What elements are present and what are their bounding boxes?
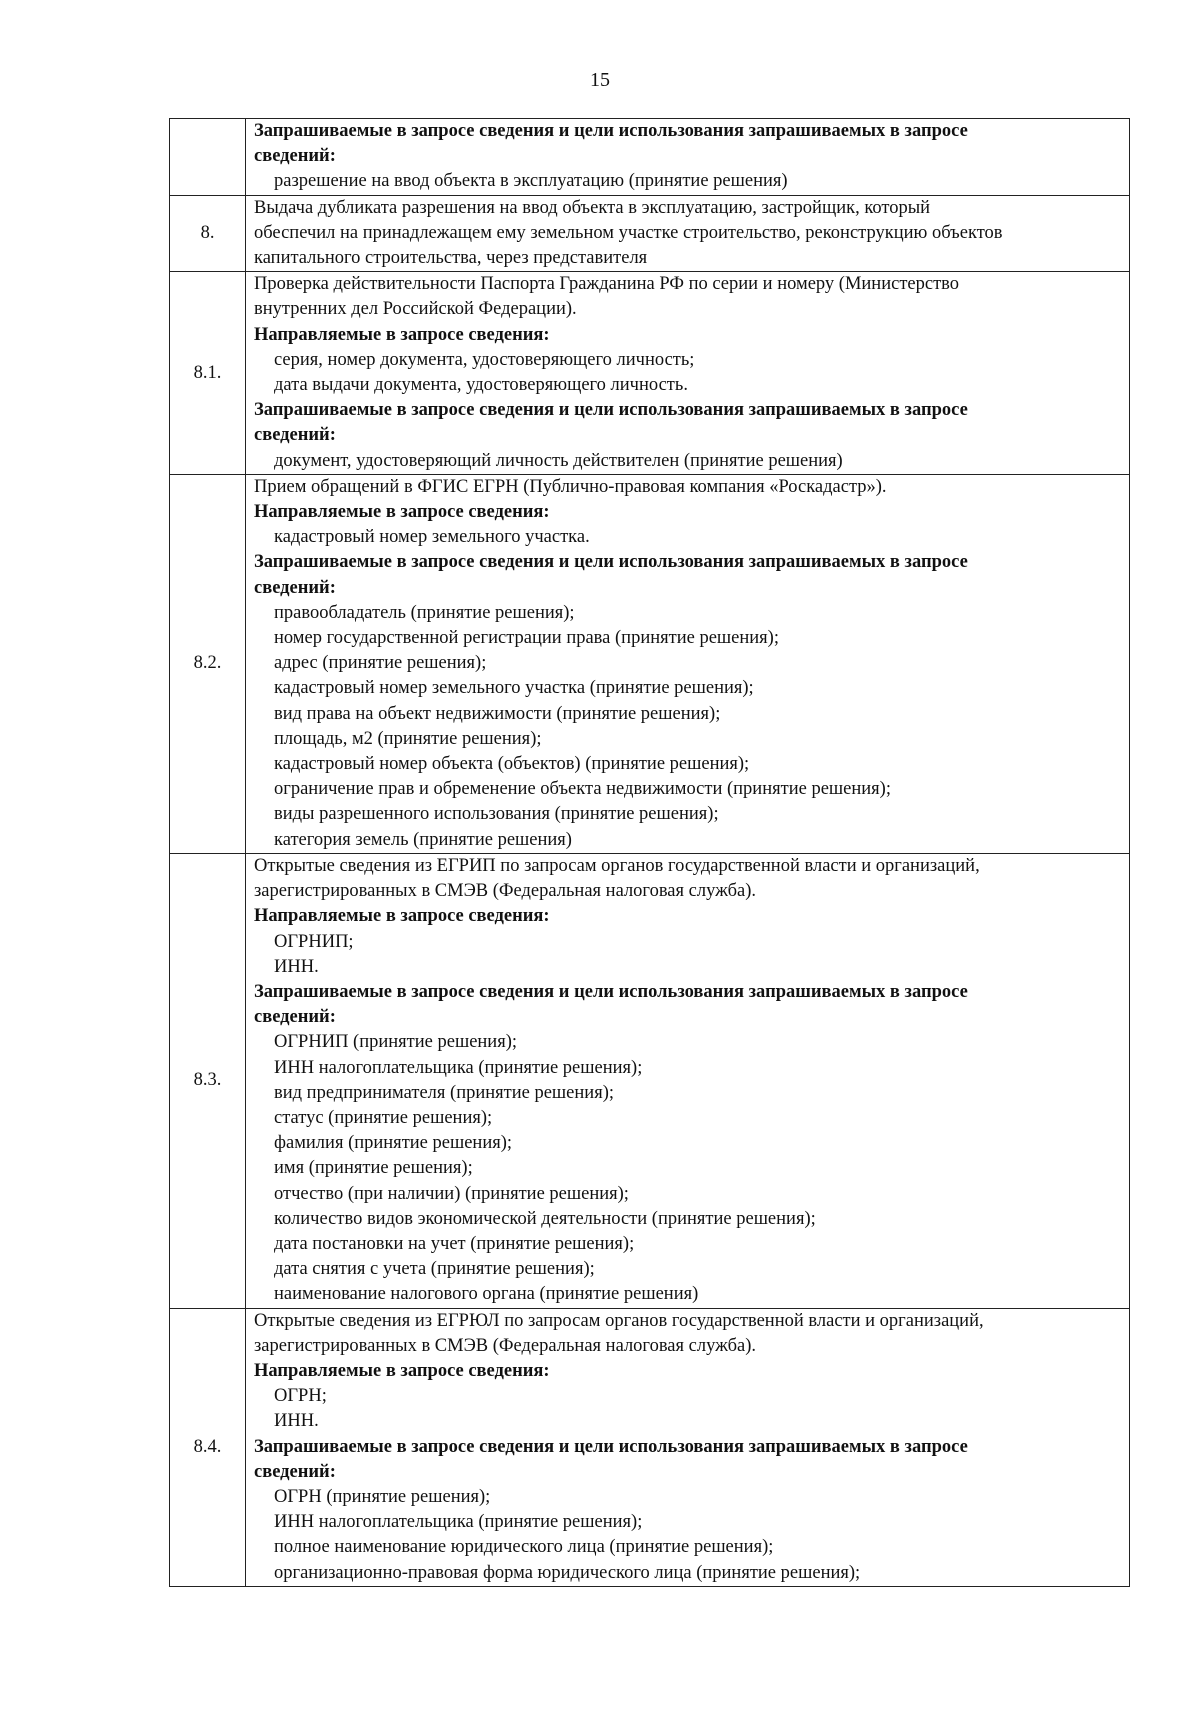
- content-line: обеспечил на принадлежащем ему земельном участке строительство, реконструкцию объектов: [254, 222, 1003, 243]
- content-line: Прием обращений в ФГИС ЕГРН (Публично-правовая компания «Роскадастр»).: [254, 476, 887, 497]
- content-line: площадь, м2 (принятие решения);: [274, 728, 542, 749]
- content-line: ОГРН (принятие решения);: [274, 1486, 491, 1507]
- content-line: ИНН налогоплательщика (принятие решения);: [274, 1512, 643, 1533]
- content-line: ИНН.: [274, 956, 319, 977]
- section-heading-line: сведений:: [254, 1461, 336, 1482]
- content-line: ограничение прав и обременение объекта недвижимости (принятие решения);: [274, 779, 891, 800]
- row-number: 8.1.: [193, 362, 222, 383]
- row-content-cell: [246, 272, 1130, 475]
- row-content-cell: [246, 195, 1130, 272]
- table-row: [170, 195, 1130, 272]
- row-content-cell: [246, 1308, 1130, 1586]
- page-number: 15: [590, 69, 610, 91]
- content-line: ИНН.: [274, 1411, 319, 1432]
- content-line: ОГРНИП;: [274, 931, 354, 952]
- content-line: фамилия (принятие решения);: [274, 1133, 513, 1154]
- table-row: [170, 119, 1130, 196]
- content-line: ОГРН;: [274, 1386, 327, 1407]
- content-line: имя (принятие решения);: [274, 1158, 473, 1179]
- content-line: вид права на объект недвижимости (принятие решения);: [274, 703, 721, 724]
- row-number: 8.3.: [193, 1070, 222, 1091]
- content-line: Открытые сведения из ЕГРЮЛ по запросам органов государственной власти и организаций,: [254, 1310, 984, 1331]
- row-number: 8.4.: [193, 1436, 222, 1457]
- row-number-cell: [170, 272, 246, 475]
- content-line: вид предпринимателя (принятие решения);: [274, 1082, 615, 1103]
- section-heading-line: Запрашиваемые в запросе сведения и цели использования запрашиваемых в запросе: [254, 121, 968, 141]
- section-heading-line: сведений:: [254, 577, 336, 598]
- row-content-cell: [246, 474, 1130, 853]
- content-line: статус (принятие решения);: [274, 1107, 493, 1128]
- content-line: наименование налогового органа (принятие решения): [274, 1284, 699, 1305]
- table-row: [170, 272, 1130, 475]
- section-heading-line: Направляемые в запросе сведения:: [254, 906, 550, 927]
- table-body: [170, 119, 1130, 1587]
- row-content-cell: [246, 853, 1130, 1308]
- content-line: адрес (принятие решения);: [274, 653, 487, 674]
- content-line: ИНН налогоплательщика (принятие решения);: [274, 1057, 643, 1078]
- section-heading-line: Запрашиваемые в запросе сведения и цели использования запрашиваемых в запросе: [254, 552, 968, 573]
- row-content-cell: [246, 119, 1130, 196]
- table-row: [170, 1308, 1130, 1586]
- content-line: капитального строительства, через представителя: [254, 248, 648, 269]
- content-line: Проверка действительности Паспорта Гражданина РФ по серии и номеру (Министерство: [254, 274, 960, 295]
- content-line: зарегистрированных в СМЭВ (Федеральная налоговая служба).: [254, 1335, 757, 1356]
- section-heading-line: Запрашиваемые в запросе сведения и цели использования запрашиваемых в запросе: [254, 1436, 968, 1457]
- content-line: дата выдачи документа, удостоверяющего личность.: [274, 375, 688, 396]
- row-number: 8.: [200, 222, 215, 243]
- section-heading-line: Направляемые в запросе сведения:: [254, 502, 550, 523]
- row-number-cell: [170, 474, 246, 853]
- content-line: категория земель (принятие решения): [274, 829, 572, 850]
- content-line: полное наименование юридического лица (принятие решения);: [274, 1537, 774, 1558]
- content-line: кадастровый номер объекта (объектов) (принятие решения);: [274, 754, 750, 775]
- content-line: дата постановки на учет (принятие решения);: [274, 1233, 635, 1254]
- section-heading-line: сведений:: [254, 425, 336, 446]
- row-number-cell: [170, 1308, 246, 1586]
- content-line: Выдача дубликата разрешения на ввод объекта в эксплуатацию, застройщик, который: [254, 197, 931, 218]
- content-line: разрешение на ввод объекта в эксплуатацию (принятие решения): [274, 171, 788, 192]
- section-heading-line: сведений:: [254, 146, 336, 167]
- content-line: кадастровый номер земельного участка (принятие решения);: [274, 678, 754, 699]
- content-line: Открытые сведения из ЕГРИП по запросам органов государственной власти и организаций,: [254, 855, 980, 876]
- row-number-cell: [170, 119, 246, 196]
- row-number-cell: [170, 853, 246, 1308]
- table-row: [170, 474, 1130, 853]
- content-line: отчество (при наличии) (принятие решения);: [274, 1183, 629, 1204]
- section-heading-line: Запрашиваемые в запросе сведения и цели использования запрашиваемых в запросе: [254, 400, 968, 421]
- section-heading-line: сведений:: [254, 1007, 336, 1028]
- requirements-table: [169, 118, 1130, 1587]
- content-line: дата снятия с учета (принятие решения);: [274, 1259, 595, 1280]
- section-heading-line: Направляемые в запросе сведения:: [254, 1360, 550, 1381]
- content-line: внутренних дел Российской Федерации).: [254, 299, 577, 320]
- section-heading-line: Запрашиваемые в запросе сведения и цели использования запрашиваемых в запросе: [254, 981, 968, 1002]
- row-number: 8.2.: [193, 653, 222, 674]
- content-line: зарегистрированных в СМЭВ (Федеральная налоговая служба).: [254, 881, 757, 902]
- content-line: документ, удостоверяющий личность действителен (принятие решения): [274, 450, 843, 471]
- content-line: кадастровый номер земельного участка.: [274, 527, 590, 548]
- content-line: организационно-правовая форма юридического лица (принятие решения);: [274, 1562, 861, 1583]
- table-row: [170, 853, 1130, 1308]
- section-heading-line: Направляемые в запросе сведения:: [254, 324, 550, 345]
- row-number-cell: [170, 195, 246, 272]
- content-line: ОГРНИП (принятие решения);: [274, 1032, 518, 1053]
- content-line: виды разрешенного использования (принятие решения);: [274, 804, 719, 825]
- content-line: количество видов экономической деятельности (принятие решения);: [274, 1208, 816, 1229]
- content-line: номер государственной регистрации права (принятие решения);: [274, 628, 779, 649]
- content-line: правообладатель (принятие решения);: [274, 602, 575, 623]
- content-line: серия, номер документа, удостоверяющего личность;: [274, 349, 695, 370]
